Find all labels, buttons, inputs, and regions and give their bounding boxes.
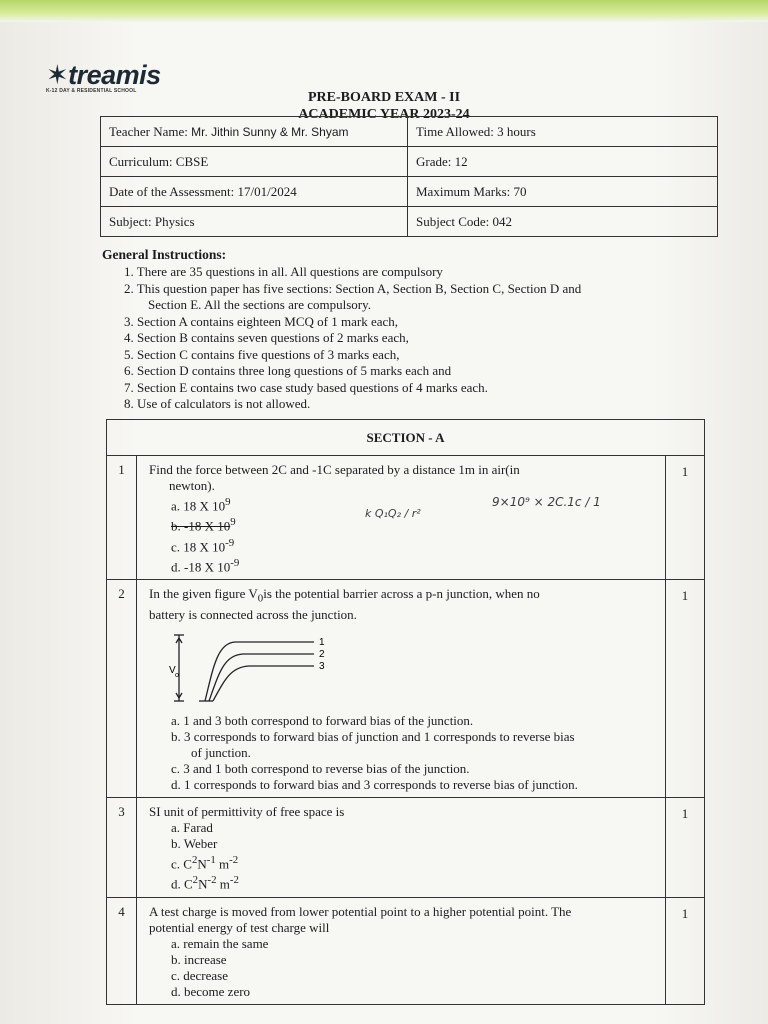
teacher-label: Teacher Name: <box>109 123 188 139</box>
question-marks: 1 <box>666 580 705 798</box>
instruction-item: 2. This question paper has five sections: Section A, Section B, Section C, Section D and <box>124 280 582 296</box>
option-b: b. 3 corresponds to forward bias of junction and 1 corresponds to reverse bias <box>171 728 575 744</box>
question-body <box>137 897 666 1004</box>
subject: Subject: Physics <box>101 207 408 237</box>
question-text: Find the force between 2C and -1C separated by a distance 1m in air(in <box>149 462 520 477</box>
instruction-item: 3. Section A contains eighteen MCQ of 1 mark each, <box>124 313 399 329</box>
photo-background-top <box>0 0 768 22</box>
instruction-item: 6. Section D contains three long questions of 5 marks each and <box>124 363 452 378</box>
question-number: 3 <box>107 797 137 897</box>
instruction-item: 7. Section E contains two case study based questions of 4 marks each. <box>124 379 488 395</box>
question-text-cont: potential energy of test charge will <box>149 919 330 935</box>
instruction-item: 5. Section C contains five questions of 3 marks each, <box>124 346 400 362</box>
exam-info-table <box>100 116 718 237</box>
curve-label-3: 3 <box>319 660 325 672</box>
instruction-item: 4. Section B contains seven questions of 2 marks each, <box>124 330 409 345</box>
time-allowed: Time Allowed: 3 hours <box>408 117 718 147</box>
option-c: c. decrease <box>171 967 229 983</box>
axis-label: V <box>169 664 176 676</box>
option-c: c. 3 and 1 both correspond to reverse bias of the junction. <box>171 760 470 776</box>
question-text-cont: newton). <box>169 478 215 493</box>
option-c: c. 18 X $10^{-9}$ <box>171 536 235 554</box>
option-b: b. Weber <box>171 835 218 851</box>
section-heading: SECTION - A <box>107 420 705 456</box>
option-d: d. -18 X $10^{-9}$ <box>171 556 240 575</box>
option-a: a. 18 X $10^9$ <box>171 496 231 514</box>
question-body <box>137 580 666 798</box>
question-row <box>107 797 705 897</box>
question-body <box>137 797 666 897</box>
question-row <box>107 897 705 1004</box>
question-number: 4 <box>107 897 137 1004</box>
handwritten-note: 9×10⁹ × 2C.1c / 1 <box>492 495 601 509</box>
instruction-item: Section E. All the sections are compulsory. <box>148 297 371 312</box>
logo-text: treamis <box>68 60 161 90</box>
question-text: In the given figure $V_0is$ the potential barrier across a p-n junction, when no <box>149 586 540 605</box>
option-c: c. $C^2N^{-1}$ $m^{-2}$ <box>171 853 239 872</box>
instructions-list <box>124 264 684 413</box>
instructions-heading: General Instructions: <box>102 247 227 262</box>
instruction-item: 8. Use of calculators is not allowed. <box>124 396 311 411</box>
teacher-names: Mr. Jithin Sunny & Mr. Shyam <box>191 124 349 139</box>
question-text: A test charge is moved from lower potential point to a higher potential point. The <box>149 903 572 919</box>
option-d: d. 1 corresponds to forward bias and 3 corresponds to reverse bias of junction. <box>171 776 578 792</box>
exam-title: PRE-BOARD EXAM - II <box>307 90 461 105</box>
maximum-marks: Maximum Marks: 70 <box>408 177 718 207</box>
school-logo <box>46 60 161 91</box>
options-list <box>149 820 657 893</box>
question-text: SI unit of permittivity of free space is <box>149 803 345 819</box>
logo-tagline: K-12 DAY & RESIDENTIAL SCHOOL <box>46 88 137 94</box>
option-b: b. -18 X $10^9$ <box>171 516 236 534</box>
teacher-cell <box>101 117 408 147</box>
curve-label-1: 1 <box>319 636 325 648</box>
question-marks: 1 <box>666 797 705 897</box>
subject-code: Subject Code: 042 <box>408 207 718 237</box>
logo-mark: ✶ <box>46 60 69 90</box>
academic-year: ACADEMIC YEAR 2023-24 <box>298 107 470 122</box>
curve-label-2: 2 <box>319 648 325 660</box>
question-number: 1 <box>107 456 137 580</box>
curve-2 <box>209 654 314 701</box>
option-b-cont: of junction. <box>191 744 251 760</box>
option-a: a. remain the same <box>171 935 269 951</box>
grade: Grade: 12 <box>408 147 718 177</box>
question-number: 2 <box>107 580 137 798</box>
option-b: b. increase <box>171 951 227 967</box>
question-marks: 1 <box>666 456 705 580</box>
question-table <box>106 419 705 1005</box>
option-d: d. become zero <box>171 983 251 999</box>
assessment-date: Date of the Assessment: 17/01/2024 <box>101 177 408 207</box>
curve-1 <box>205 642 314 701</box>
question-marks: 1 <box>666 897 705 1004</box>
option-a: a. 1 and 3 both correspond to forward bias of the junction. <box>171 712 474 728</box>
pn-junction-figure <box>169 629 339 709</box>
curve-3 <box>213 666 314 701</box>
options-list <box>149 713 657 793</box>
question-text-cont: battery is connected across the junction. <box>149 606 357 622</box>
question-row <box>107 456 705 580</box>
instruction-item: 1. There are 35 questions in all. All questions are compulsory <box>124 264 443 279</box>
question-body <box>137 456 666 580</box>
options-list <box>149 936 657 1000</box>
option-a: a. Farad <box>171 819 213 835</box>
handwritten-note: k Q₁Q₂ / r² <box>365 507 421 520</box>
option-d: d. $C^2N^{-2}$ $m^{-2}$ <box>171 874 239 892</box>
curriculum: Curriculum: CBSE <box>101 147 408 177</box>
axis-label-sub: o <box>175 671 179 679</box>
question-row <box>107 580 705 798</box>
